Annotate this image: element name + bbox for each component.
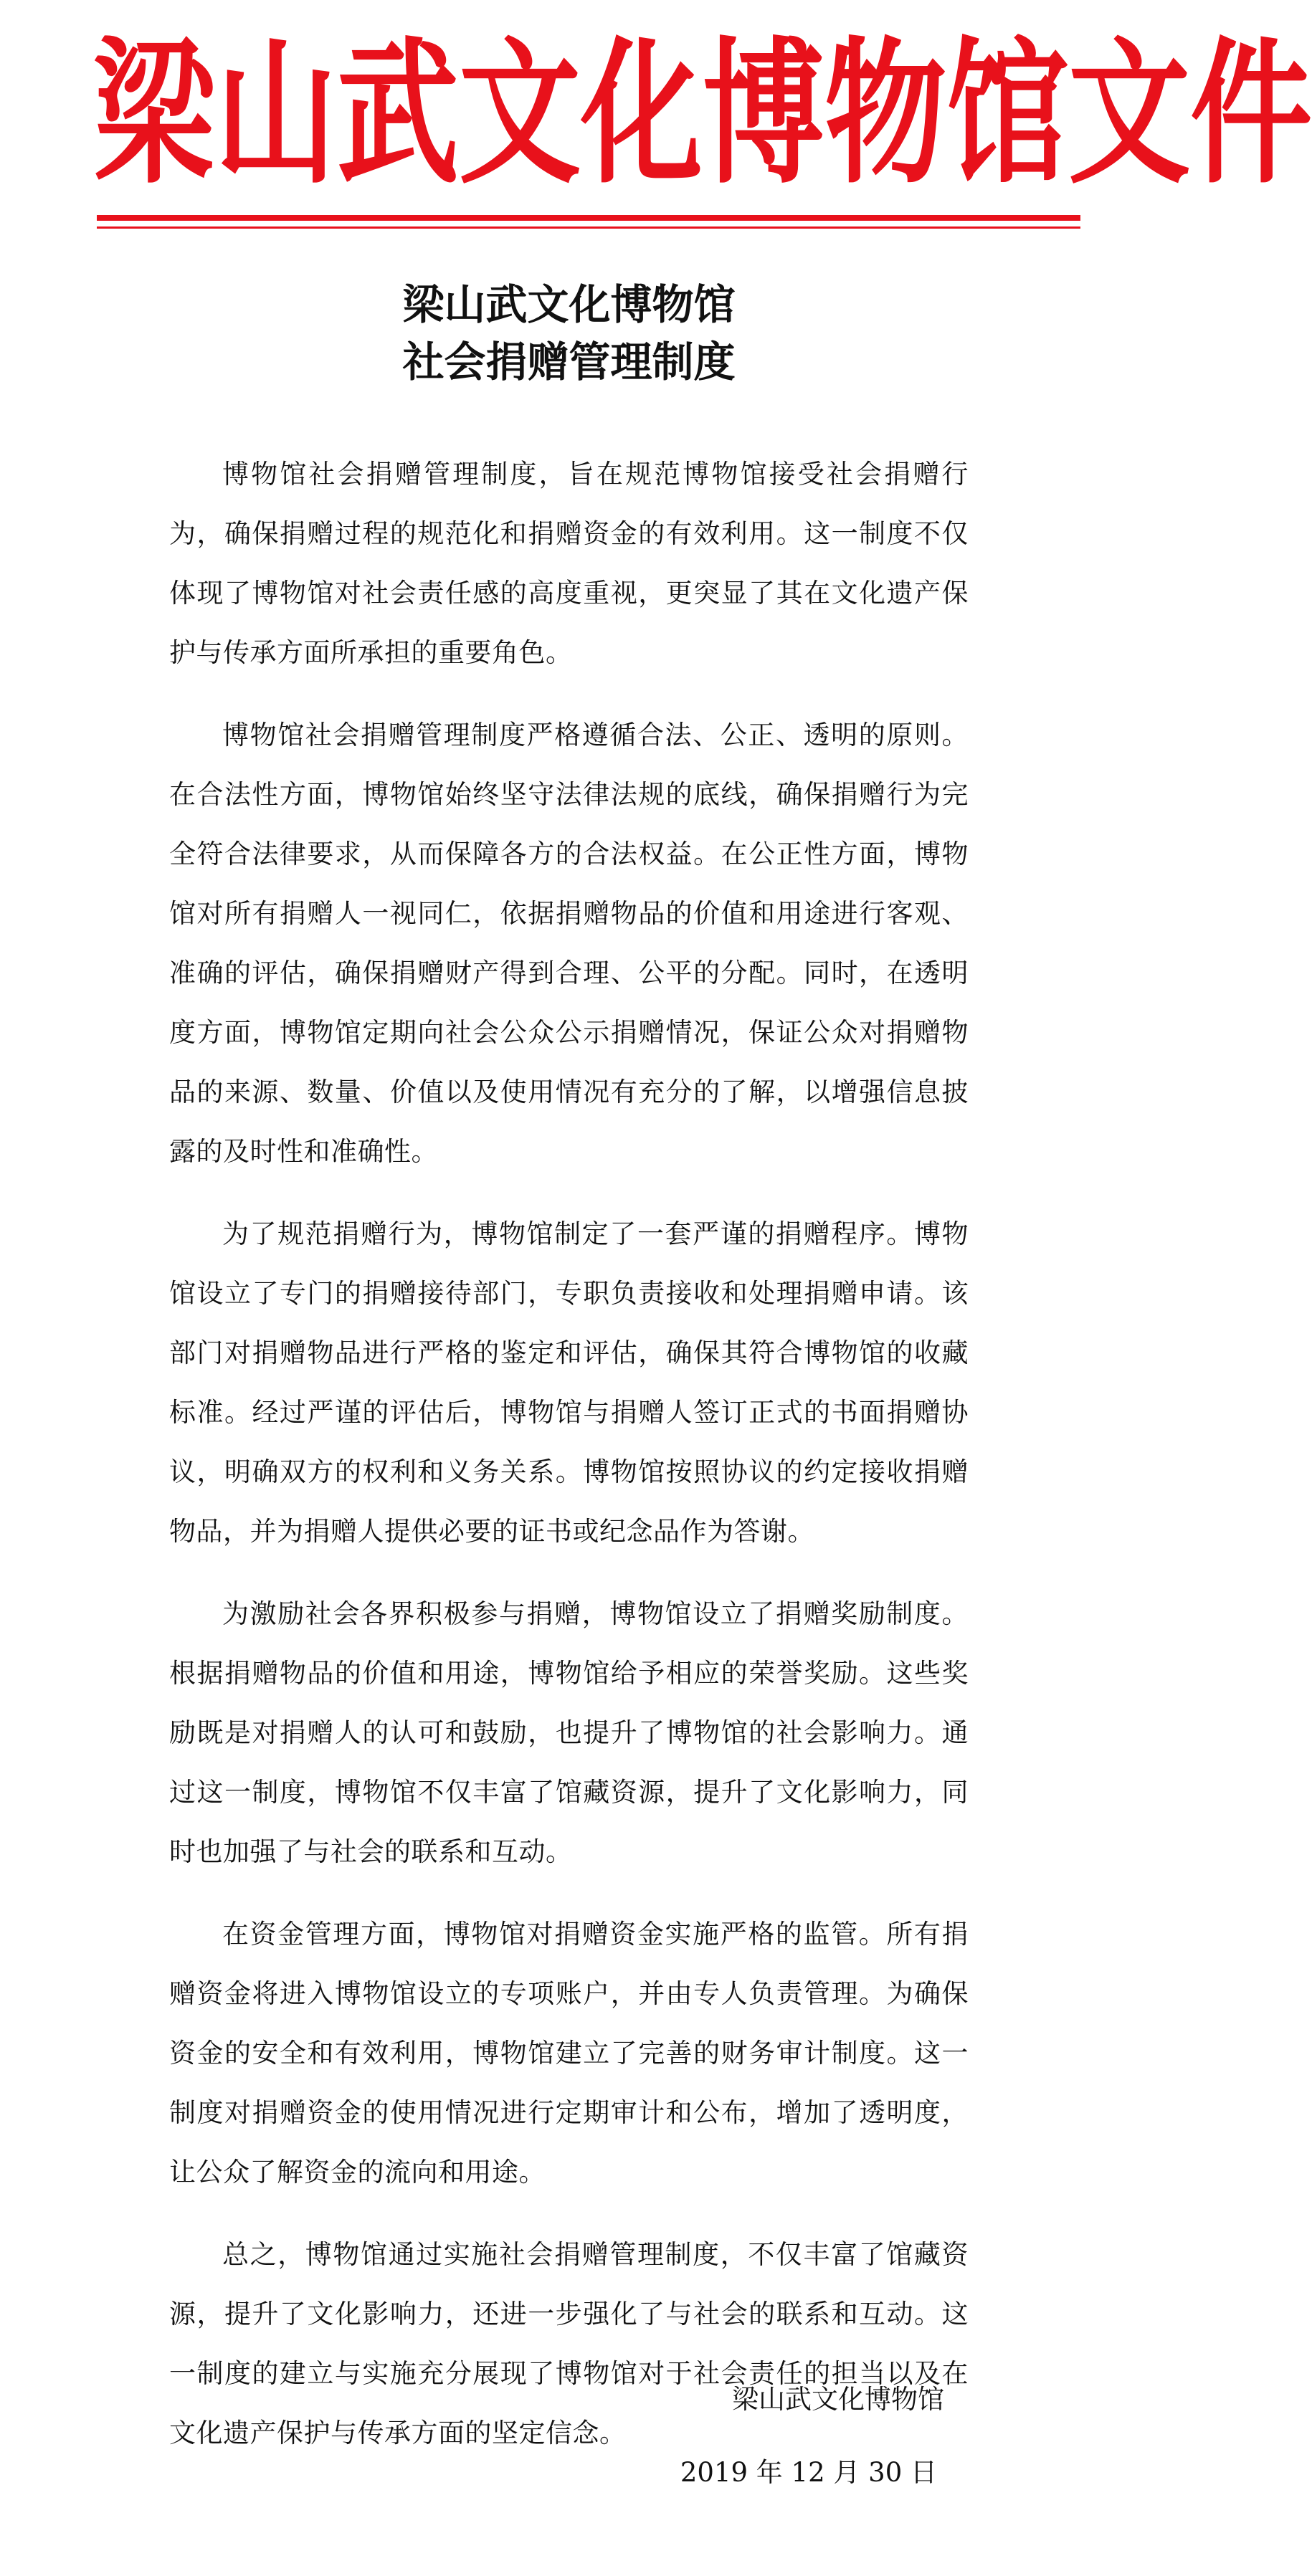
body-paragraph: 在资金管理方面，博物馆对捐赠资金实施严格的监管。所有捐赠资金将进入博物馆设立的专项账户，并由专人负责管理。为确保资金的安全和有效利用，博物馆建立了完善的财务审计制度。这一制度对捐赠资金的使用情况进行定期审计和公布，增加了透明度，让公众了解资金的流向和用途。 xyxy=(169,1919,969,2188)
body-paragraph: 总之，博物馆通过实施社会捐赠管理制度，不仅丰富了馆藏资源，提升了文化影响力，还进一步强化了与社会的联系和互动。这一制度的建立与实施充分展现了博物馆对于社会责任的担当以及在文化遗产保护与传承方面的坚定信念。 xyxy=(169,2239,969,2448)
document-body xyxy=(169,444,969,2486)
masthead-char: 梁 xyxy=(93,24,216,206)
document-masthead xyxy=(93,24,1312,206)
document-title-line-1: 梁山武文化博物馆 xyxy=(402,280,736,329)
document-title-line-2: 社会捐赠管理制度 xyxy=(402,338,736,386)
header-divider-thin xyxy=(97,226,1080,229)
body-paragraph: 博物馆社会捐赠管理制度严格遵循合法、公正、透明的原则。在合法性方面，博物馆始终坚守法律法规的底线，确保捐赠行为完全符合法律要求，从而保障各方的合法权益。在公正性方面，博物馆对所有捐赠人一视同仁，依据捐赠物品的价值和用途进行客观、准确的评估，确保捐赠财产得到合理、公平的分配。同时，在透明度方面，博物馆定期向社会公众公示捐赠情况，保证公众对捐赠物品的来源、数量、价值以及使用情况有充分的了解，以增强信息披露的及时性和准确性。 xyxy=(169,720,969,1167)
masthead-char: 文 xyxy=(459,24,581,206)
body-paragraph: 为激励社会各界积极参与捐赠，博物馆设立了捐赠奖励制度。根据捐赠物品的价值和用途，博物馆给予相应的荣誉奖励。这些奖励既是对捐赠人的认可和鼓励，也提升了博物馆的社会影响力。通过这一制度，博物馆不仅丰富了馆藏资源，提升了文化影响力，同时也加强了与社会的联系和互动。 xyxy=(169,1598,969,1867)
signature-date: 2019 年 12 月 30 日 xyxy=(680,2457,937,2488)
masthead-char: 山 xyxy=(215,24,338,206)
masthead-char: 件 xyxy=(1190,24,1312,206)
header-divider-thick xyxy=(97,215,1080,221)
masthead-char: 化 xyxy=(581,24,703,206)
masthead-char: 武 xyxy=(337,24,460,206)
signature-organization: 梁山武文化博物馆 xyxy=(732,2384,944,2415)
body-paragraph: 博物馆社会捐赠管理制度，旨在规范博物馆接受社会捐赠行为，确保捐赠过程的规范化和捐赠资金的有效利用。这一制度不仅体现了博物馆对社会责任感的高度重视，更突显了其在文化遗产保护与传承方面所承担的重要角色。 xyxy=(169,459,969,668)
masthead-char: 文 xyxy=(1068,24,1191,206)
masthead-char: 博 xyxy=(703,24,825,206)
body-paragraph: 为了规范捐赠行为，博物馆制定了一套严谨的捐赠程序。博物馆设立了专门的捐赠接待部门，专职负责接收和处理捐赠申请。该部门对捐赠物品进行严格的鉴定和评估，确保其符合博物馆的收藏标准。经过严谨的评估后，博物馆与捐赠人签订正式的书面捐赠协议，明确双方的权利和义务关系。博物馆按照协议的约定接收捐赠物品，并为捐赠人提供必要的证书或纪念品作为答谢。 xyxy=(169,1218,969,1547)
masthead-char: 馆 xyxy=(946,24,1069,206)
masthead-char: 物 xyxy=(824,24,947,206)
